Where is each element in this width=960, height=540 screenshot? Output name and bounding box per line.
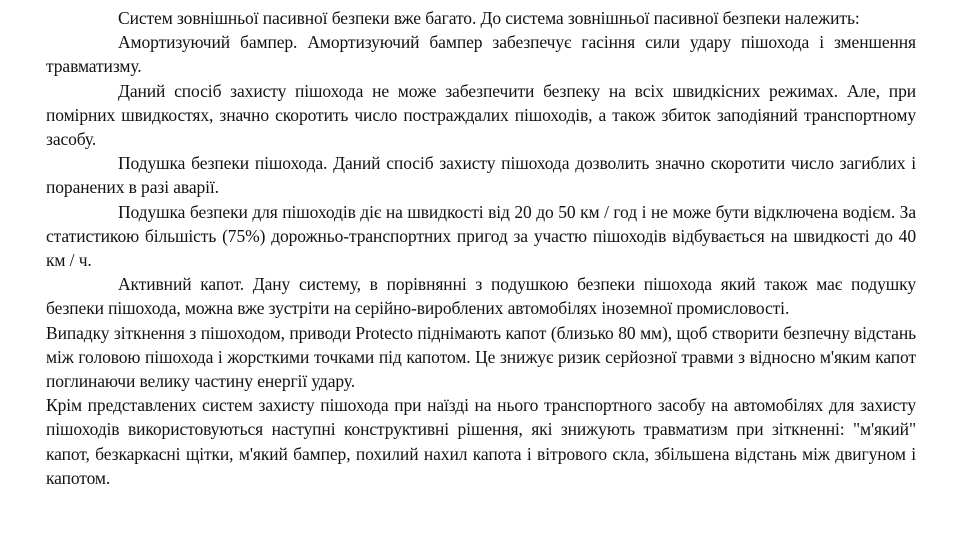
paragraph-collision: Випадку зіткнення з пішоходом, приводи Protecto піднімають капот (близько 80 мм), щоб створити безпечну відстань між головою пішохода і жорсткими точками під капотом. Це знижує ризик серйозної травми з відносно м'яким капот поглинаючи велику частину енергії удару. bbox=[46, 322, 916, 392]
paragraph-active-hood: Активний капот. Дану систему, в порівнянні з подушкою безпеки пішохода який також має подушку безпеки пішохода, можна вже зустріти на серійно-вироблених автомобілях іноземної промисловості. bbox=[46, 274, 916, 319]
document-body bbox=[46, 6, 916, 490]
paragraph-airbag: Подушка безпеки пішохода. Даний спосіб захисту пішохода дозволить значно скоротити число загиблих і поранених в разі аварії. bbox=[46, 153, 916, 198]
paragraph-bumper: Амортизуючий бампер. Амортизуючий бампер забезпечує гасіння сили удару пішохода і зменшення травматизму. bbox=[46, 32, 916, 77]
paragraph-bumper-details: Даний спосіб захисту пішохода не може забезпечити безпеку на всіх швидкісних режимах. Але, при помірних швидкостях, значно скоротить число постраждалих пішоходів, а також збиток заподіяний транспортному засобу. bbox=[46, 80, 916, 150]
paragraph-intro: Систем зовнішньої пасивної безпеки вже багато. До система зовнішньої пасивної безпеки належить: bbox=[118, 8, 860, 28]
paragraph-airbag-speed: Подушка безпеки для пішоходів діє на швидкості від 20 до 50 км / год і не може бути відключена водієм. За статистикою більшість (75%) дорожньо-транспортних пригод за участю пішоходів відбувається на швидкості до 40 км / ч. bbox=[46, 201, 916, 271]
paragraph-design-solutions: Крім представлених систем захисту пішохода при наїзді на нього транспортного засобу на автомобілях для захисту пішоходів використовуються наступні конструктивні рішення, які знижують травматизм при зіткненні: "м'який" капот, безкаркасні щітки, м'який бампер, похилий нахил капота і вітрового скла, збільшена відстань між двигуном і капотом. bbox=[46, 395, 916, 488]
